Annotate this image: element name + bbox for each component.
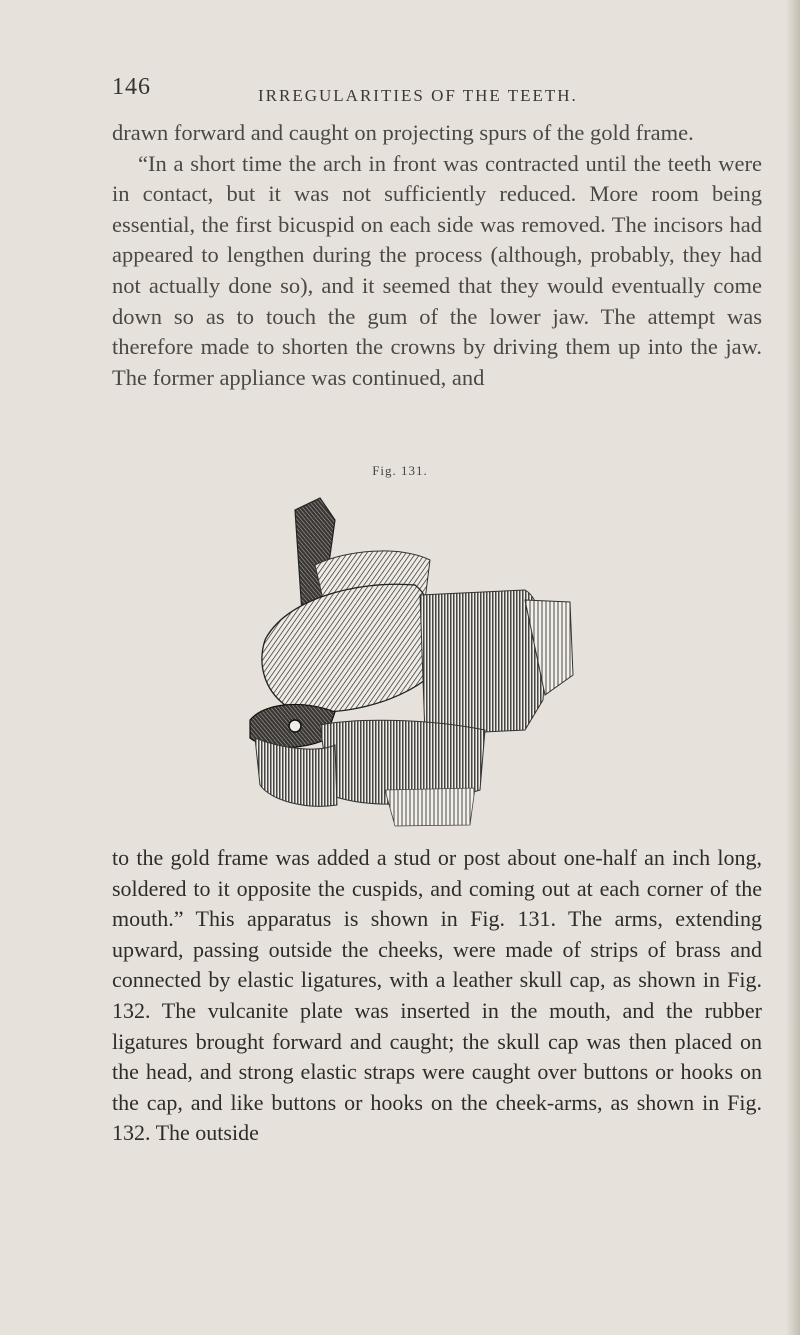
dental-appliance-engraving [225,490,595,830]
figure-illustration [225,490,595,830]
page-number: 146 [112,74,151,100]
page-edge-shadow [786,0,800,1335]
running-title: IRREGULARITIES OF THE TEETH. [258,86,578,105]
paragraph-continuation: drawn forward and caught on projecting spurs of the gold frame. [112,120,694,145]
paragraph-quote: “In a short time the arch in front was contracted until the teeth were in contact, but it was not sufficiently reduced. More room being essential, the first bicuspid on each side was removed. The incisors had appeared to lengthen during the process (although, probably, they had not actually done so), and it seemed that they would eventually come down so as to touch the gum of the lower jaw. The attempt was therefore made to shorten the crowns by driving them up into the jaw. The former appliance was continued, and [112,150,762,390]
paragraph-main: to the gold frame was added a stud or post about one-half an inch long, soldered to it opposite the cuspids, and coming out at each corner of the mouth.” This apparatus is shown in Fig. 131. The arms, extending upward, passing outside the cheeks, were made of strips of brass and connected by elastic ligatures, with a leather skull cap, as shown in Fig. 132. The vulcanite plate was inserted in the mouth, and the rubber ligatures brought forward and caught; the skull cap was then placed on the head, and strong elastic straps were caught over buttons or hooks on the cap, and like buttons or hooks on the cheek-arms, as shown in Fig. 132. The outside [112,845,762,1146]
top-text-block [112,118,762,393]
bottom-text-block [112,843,762,1149]
figure-caption: Fig. 131. [372,463,428,478]
